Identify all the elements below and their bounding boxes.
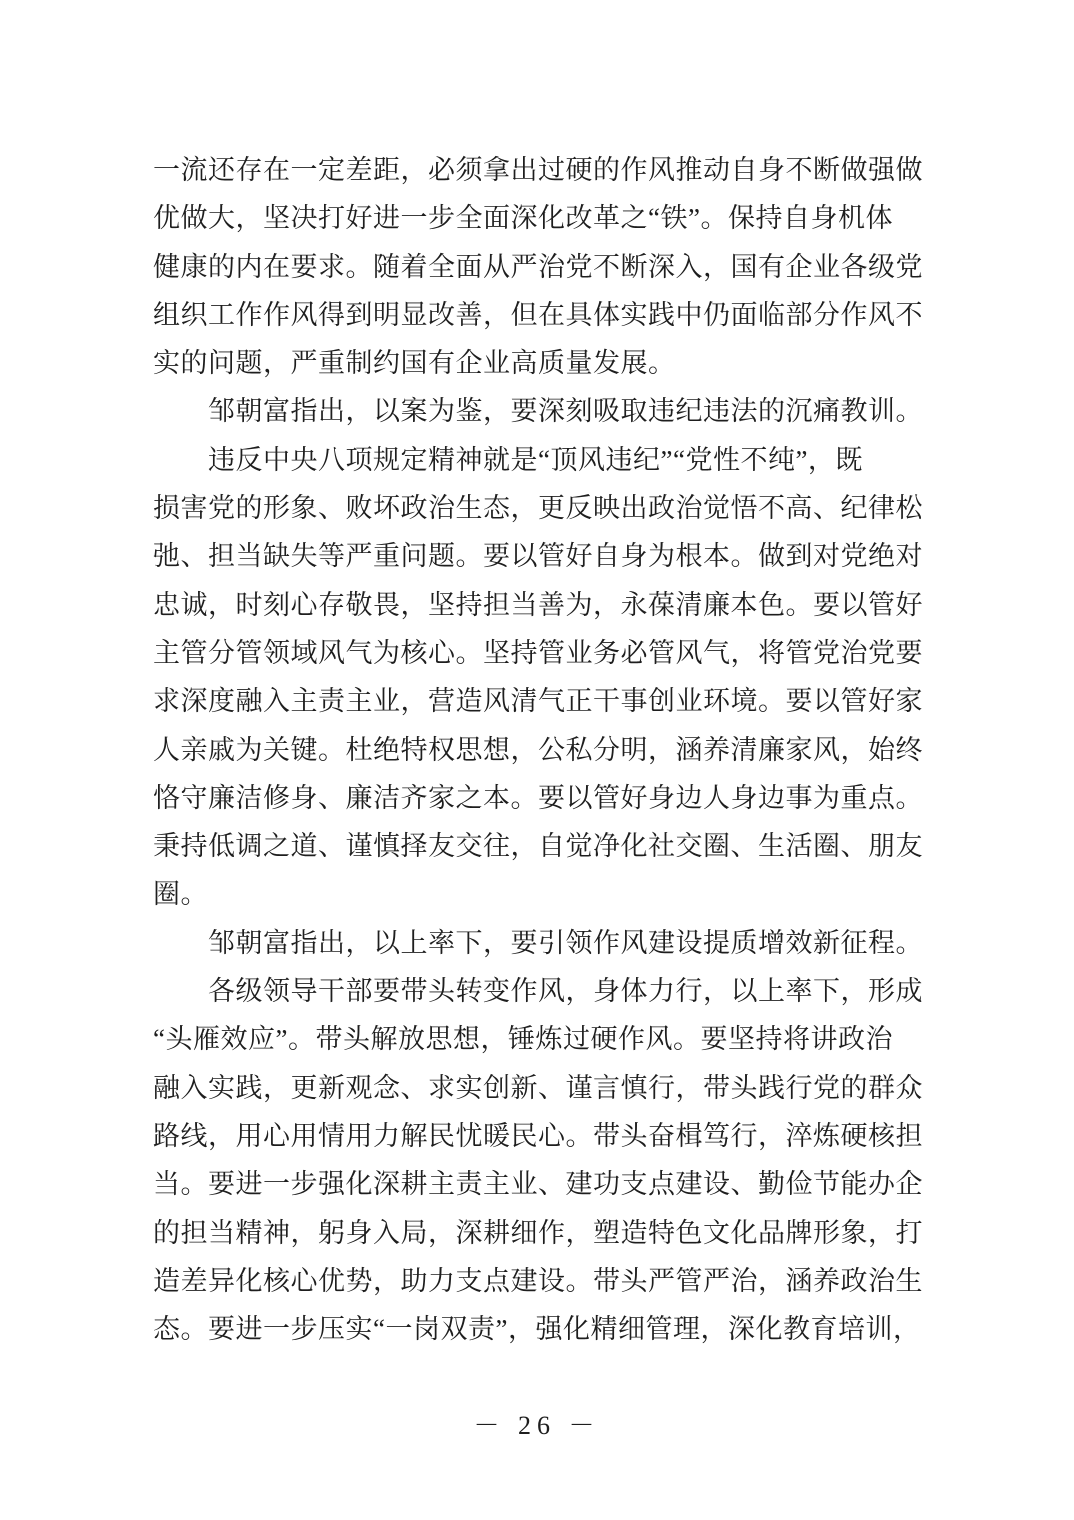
text-line: 邹朝富指出，以上率下，要引领作风建设提质增效新征程。 [208,927,923,958]
text-line: 违反中央八项规定精神就是“顶风违纪”“党性不纯”，既 [208,444,863,475]
text-line: 邹朝富指出，以案为鉴，要深刻吸取违纪违法的沉痛教训。 [208,396,923,427]
text-line: 健康的内在要求。随着全面从严治党不断深入，国有企业各级党 [153,251,923,282]
text-line: 人亲戚为关键。杜绝特权思想，公私分明，涵养清廉家风，始终 [153,734,923,765]
text-line: 各级领导干部要带头转变作风，身体力行，以上率下，形成 [208,976,923,1007]
page-footer [0,1405,1074,1442]
text-line: 忠诚，时刻心存敬畏，坚持担当善为，永葆清廉本色。要以管好 [153,589,923,620]
text-line: 路线，用心用情用力解民忧暖民心。带头奋楫笃行，淬炼硬核担 [153,1120,923,1151]
text-line: 损害党的形象、败坏政治生态，更反映出政治觉悟不高、纪律松 [153,493,923,524]
text-line: 求深度融入主责主业，营造风清气正干事创业环境。要以管好家 [153,686,923,717]
text-line: 恪守廉洁修身、廉洁齐家之本。要以管好身边人身边事为重点。 [153,782,923,813]
document-body [153,146,943,1353]
text-line: 弛、担当缺失等严重问题。要以管好自身为根本。做到对党绝对 [153,541,923,572]
text-line: 融入实践，更新观念、求实创新、谨言慎行，带头践行党的群众 [153,1072,923,1103]
text-line: “头雁效应”。带头解放思想，锤炼过硬作风。要坚持将讲政治 [153,1024,893,1055]
page-number: － 26 － [473,1411,601,1440]
text-line: 优做大，坚决打好进一步全面深化改革之“铁”。保持自身机体 [153,203,893,234]
text-line: 组织工作作风得到明显改善，但在具体实践中仍面临部分作风不 [153,299,923,330]
text-line: 当。要进一步强化深耕主责主业、建功支点建设、勤俭节能办企 [153,1169,923,1200]
text-line: 的担当精神，躬身入局，深耕细作，塑造特色文化品牌形象，打 [153,1217,923,1248]
text-line: 实的问题，严重制约国有企业高质量发展。 [153,348,676,379]
text-line: 秉持低调之道、谨慎择友交往，自觉净化社交圈、生活圈、朋友 [153,831,923,862]
text-line: 一流还存在一定差距，必须拿出过硬的作风推动自身不断做强做 [153,155,923,185]
text-line: 圈。 [153,879,208,910]
text-line: 态。要进一步压实“一岗双责”，强化精细管理，深化教育培训， [153,1314,921,1345]
text-line: 造差异化核心优势，助力支点建设。带头严管严治，涵养政治生 [153,1265,923,1296]
text-line: 主管分管领域风气为核心。坚持管业务必管风气，将管党治党要 [153,637,923,668]
